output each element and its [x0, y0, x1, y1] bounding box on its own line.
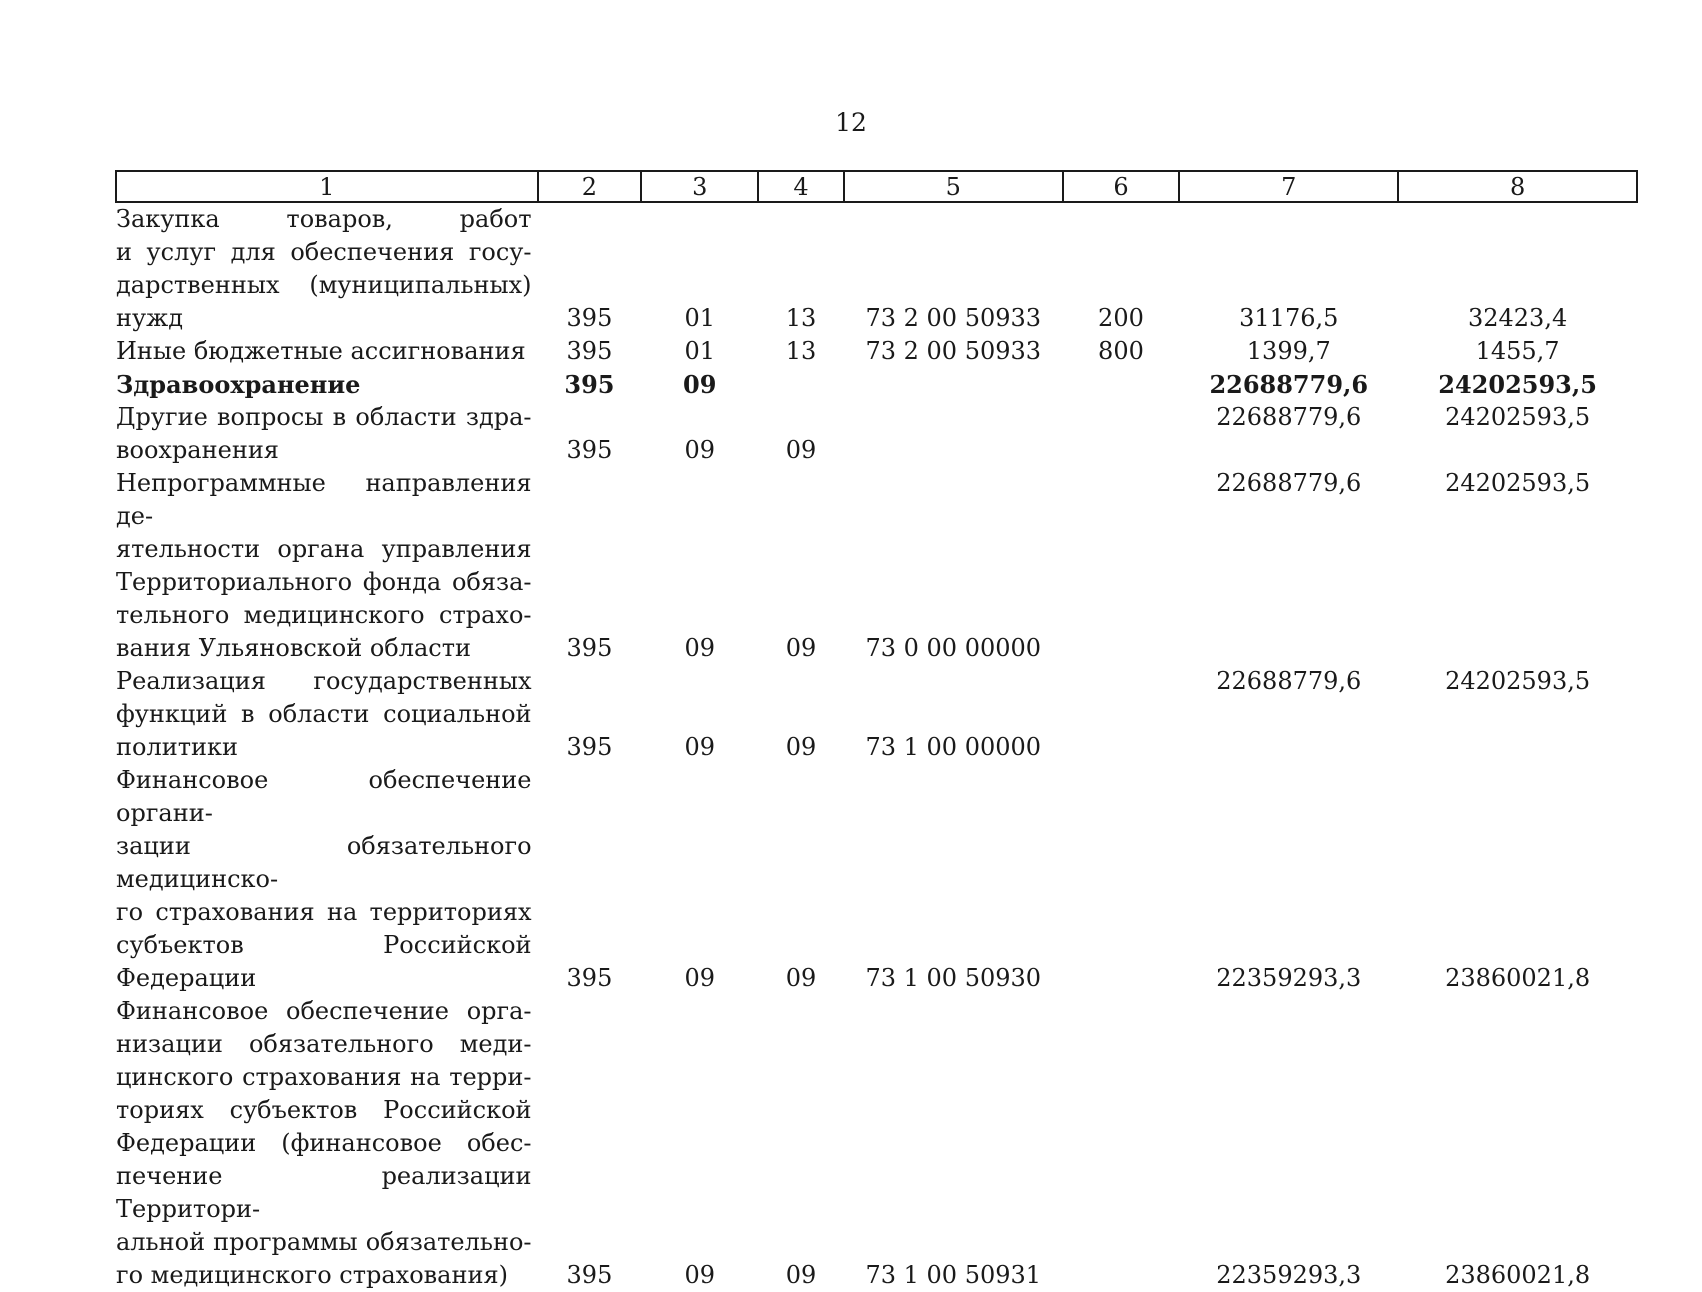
- subsection-code-cell: 09: [785, 964, 817, 992]
- table-row: [116, 764, 1637, 995]
- row-name-line: Закупка товаров, работ: [116, 205, 532, 233]
- table-row: [116, 368, 1637, 401]
- amount-year2-cell: 1455,7: [1475, 337, 1560, 365]
- admin-code-cell: 395: [564, 370, 615, 399]
- row-name-cell: [116, 764, 538, 995]
- row-name-line: ториях субъектов Российской: [116, 1096, 532, 1124]
- row-name-line: Финансовое обеспечение орга-: [116, 997, 532, 1025]
- row-name-line: воохранения: [116, 436, 279, 464]
- admin-code-cell: 395: [566, 733, 613, 761]
- row-name-line: субъектов Российской Федерации: [116, 931, 532, 992]
- row-name-line: ятельности органа управления: [116, 535, 532, 563]
- row-name-line: Непрограммные направления де-: [116, 469, 532, 530]
- table-row: [116, 202, 1637, 335]
- row-name-cell: [116, 202, 538, 335]
- row-name-line: Реализация государственных: [116, 667, 532, 695]
- row-name-cell: [116, 401, 538, 467]
- row-name-line: Здравоохранение: [116, 370, 361, 399]
- expense-type-cell: [1063, 665, 1180, 764]
- row-name-line: го медицинского страхования): [116, 1261, 508, 1289]
- row-name-line: Территориального фонда обяза-: [116, 568, 532, 596]
- header-row: [116, 171, 1637, 202]
- expense-type-cell: [1063, 368, 1180, 401]
- header-cell-1: 1: [116, 171, 538, 202]
- row-name-line: печение реализации Территори-: [116, 1162, 532, 1223]
- row-name-line: Федерации (финансовое обес-: [116, 1129, 532, 1157]
- amount-year1-cell: 22688779,6: [1216, 469, 1362, 497]
- admin-code-cell: 395: [566, 304, 613, 332]
- row-name-line: низации обязательного меди-: [116, 1030, 532, 1058]
- row-name-line: го страхования на территориях: [116, 898, 532, 926]
- row-name-line: вания Ульяновской области: [116, 634, 472, 662]
- amount-year2-cell: 24202593,5: [1438, 370, 1597, 399]
- admin-code-cell: 395: [566, 634, 613, 662]
- target-article-cell: 73 2 00 50933: [865, 337, 1042, 365]
- subsection-code-cell: 09: [785, 733, 817, 761]
- section-code-cell: 09: [684, 1261, 716, 1289]
- row-name-line: цинского страхования на терри-: [116, 1063, 532, 1091]
- expense-type-cell: 200: [1098, 304, 1144, 332]
- header-cell-7: 7: [1179, 171, 1398, 202]
- target-article-cell: 73 1 00 00000: [865, 733, 1042, 761]
- section-code-cell: 09: [684, 964, 716, 992]
- row-name-line: функций в области социальной: [116, 700, 532, 728]
- row-name-cell: [116, 335, 538, 368]
- table-row: [116, 467, 1637, 665]
- amount-year1-cell: 22688779,6: [1216, 403, 1362, 431]
- table-row: [116, 995, 1637, 1292]
- row-name-line: Другие вопросы в области здра-: [116, 403, 532, 431]
- section-code-cell: 09: [684, 733, 716, 761]
- subsection-code-cell: 09: [785, 1261, 817, 1289]
- amount-year1-cell: 31176,5: [1239, 304, 1339, 332]
- amount-year1-cell: 1399,7: [1246, 337, 1331, 365]
- row-name-line: политики: [116, 733, 238, 761]
- target-article-cell: [844, 368, 1063, 401]
- header-cell-6: 6: [1063, 171, 1180, 202]
- row-name-line: и услуг для обеспечения госу-: [116, 238, 532, 266]
- admin-code-cell: 395: [566, 964, 613, 992]
- header-cell-8: 8: [1398, 171, 1637, 202]
- header-cell-2: 2: [538, 171, 642, 202]
- subsection-code-cell: 13: [785, 304, 817, 332]
- row-name-cell: [116, 368, 538, 401]
- row-name-line: нужд: [116, 304, 183, 332]
- table-header: [116, 171, 1637, 202]
- amount-year1-cell: 22688779,6: [1209, 370, 1369, 399]
- target-article-cell: 73 2 00 50933: [865, 304, 1042, 332]
- amount-year2-cell: 24202593,5: [1445, 469, 1591, 497]
- section-code-cell: 01: [684, 337, 716, 365]
- row-name-line: Иные бюджетные ассигнования: [116, 337, 526, 365]
- amount-year2-cell: 24202593,5: [1445, 403, 1591, 431]
- section-code-cell: 09: [684, 436, 716, 464]
- subsection-code-cell: 09: [785, 436, 817, 464]
- amount-year2-cell: 24202593,5: [1445, 667, 1591, 695]
- expense-type-cell: 800: [1098, 337, 1144, 365]
- section-code-cell: 01: [684, 304, 716, 332]
- target-article-cell: 73 0 00 00000: [865, 634, 1042, 662]
- page-number: 12: [835, 108, 867, 137]
- row-name-cell: [116, 467, 538, 665]
- table-row: [116, 665, 1637, 764]
- amount-year1-cell: 22359293,3: [1216, 1261, 1362, 1289]
- expense-type-cell: [1063, 995, 1180, 1292]
- row-name-cell: [116, 665, 538, 764]
- header-cell-5: 5: [844, 171, 1063, 202]
- table-row: [116, 335, 1637, 368]
- subsection-code-cell: 13: [785, 337, 817, 365]
- expense-type-cell: [1063, 764, 1180, 995]
- header-cell-4: 4: [758, 171, 844, 202]
- row-name-line: альной программы обязательно-: [116, 1228, 532, 1256]
- row-name-line: дарственных (муниципальных): [116, 271, 532, 299]
- row-name-line: зации обязательного медицинско-: [116, 832, 532, 893]
- admin-code-cell: 395: [566, 337, 613, 365]
- row-name-line: тельного медицинского страхо-: [116, 601, 532, 629]
- table-body: [116, 202, 1637, 1292]
- row-name-cell: [116, 995, 538, 1292]
- amount-year2-cell: 32423,4: [1467, 304, 1568, 332]
- target-article-cell: 73 1 00 50930: [865, 964, 1042, 992]
- subsection-code-cell: 09: [785, 634, 817, 662]
- subsection-code-cell: [758, 368, 844, 401]
- row-name-line: Финансовое обеспечение органи-: [116, 766, 532, 827]
- budget-table: [115, 170, 1638, 1292]
- amount-year2-cell: 23860021,8: [1445, 1261, 1591, 1289]
- admin-code-cell: 395: [566, 1261, 613, 1289]
- amount-year1-cell: 22359293,3: [1216, 964, 1362, 992]
- target-article-cell: [844, 401, 1063, 467]
- header-cell-3: 3: [641, 171, 758, 202]
- expense-type-cell: [1063, 401, 1180, 467]
- amount-year2-cell: 23860021,8: [1445, 964, 1591, 992]
- target-article-cell: 73 1 00 50931: [865, 1261, 1042, 1289]
- amount-year1-cell: 22688779,6: [1216, 667, 1362, 695]
- expense-type-cell: [1063, 467, 1180, 665]
- admin-code-cell: 395: [566, 436, 613, 464]
- table-row: [116, 401, 1637, 467]
- section-code-cell: 09: [683, 370, 717, 399]
- section-code-cell: 09: [684, 634, 716, 662]
